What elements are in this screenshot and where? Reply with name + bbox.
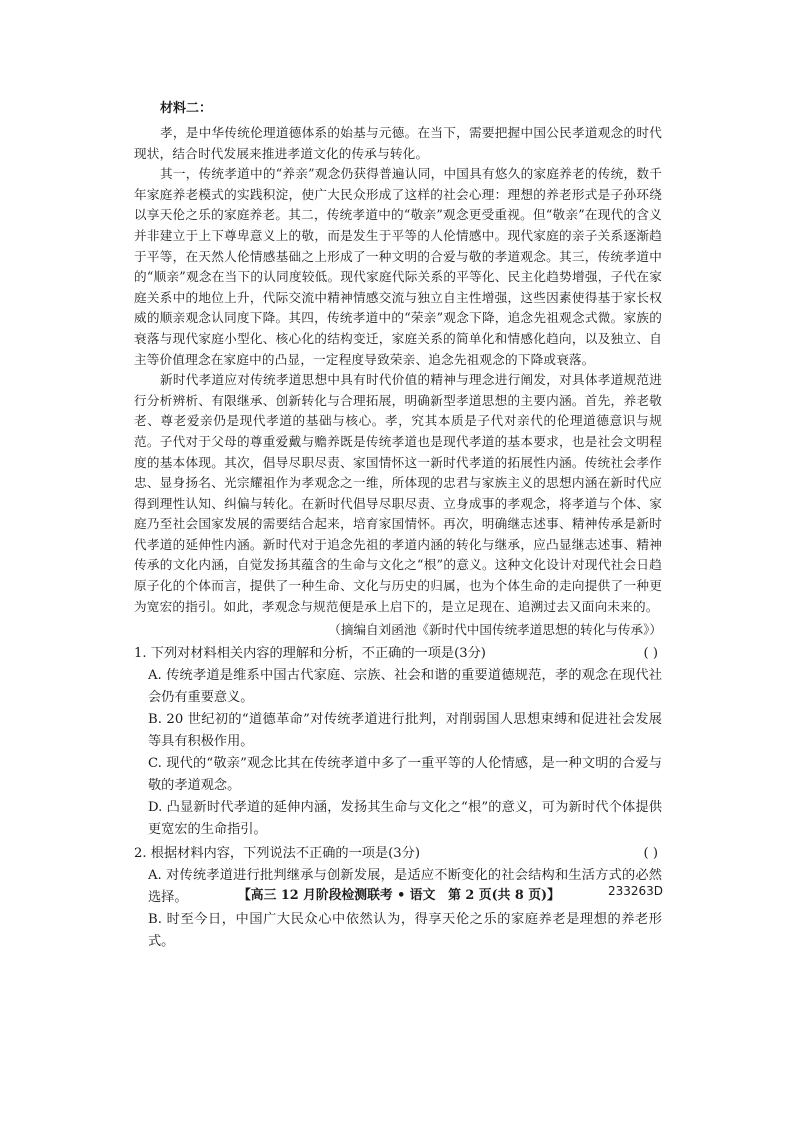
material-paragraph: 其一，传统孝道中的“养亲”观念仍获得普遍认同，中国具有悠久的家庭养老的传统，数千年家庭养老模式的实践积淀，使广大民众形成了这样的社会心理：理想的养老形式是子孙环绕以享天伦之乐的家庭养老。其二，传统孝道中的“敬亲”观念更受重视。但“敬亲”在现代的含义并非建立于上下尊卑意义上的敬，而是发生于平等的人伦情感中。现代家庭的亲子关系逐渐趋于平等，在天然人伦情感基础之上形成了一种文明的合爱与敬的孝道观念。其三，传统孝道中的“顺亲”观念在当下的认同度较低。现代家庭代际关系的平等化、民主化趋势增强，子代在家庭关系中的地位上升，代际交流中精神情感交流与独立自主性增强，这些因素使得基于家长权威的顺亲观念认同度下降。其四，传统孝道中的“荣亲”观念下降，追念先祖观念式微。家族的衰落与现代家庭小型化、核心化的结构变迁，家庭关系的简单化和情感化趋向，以及独立、自主等价值理念在家庭中的凸显，一定程度导致荣亲、追念先祖观念的下降或衰落。	[134, 166, 662, 367]
option-b: B. 时至今日，中国广大民众心中依然认为，得享天伦之乐的家庭养老是理想的养老形式。	[148, 912, 662, 950]
option-d: D. 凸显新时代孝道的延伸内涵，发扬其生命与文化之“根”的意义，可为新时代个体提供更宽宏的生命指引。	[148, 800, 662, 838]
page-footer	[238, 884, 664, 903]
material-paragraph: 新时代孝道应对传统孝道思想中具有时代价值的精神与理念进行阐发，对具体孝道规范进行分析辨析、有限继承、创新转化与合理拓展，明确新型孝道思想的主要内涵。首先，养老敬老、尊老爱亲仍是现代孝道的基础与核心。孝，究其本质是子代对亲代的伦理道德意识与规范。子代对于父母的尊重爱戴与赡养既是传统孝道也是现代孝道的基本要求，也是社会文明程度的基本体现。其次，倡导尽职尽责、家国情怀这一新时代孝道的拓展性内涵。传统社会孝作忠、显身扬名、光宗耀祖作为孝观念之一维，所体现的忠君与家族主义的思想内涵在新时代应得到理性认知、纠偏与转化。在新时代倡导尽职尽责、立身成事的孝观念，将孝道与个体、家庭乃至社会国家发展的需要结合起来，培育家国情怀。再次，明确继志述事、精神传承是新时代孝道的延伸性内涵。新时代对于追念先祖的孝道内涵的转化与继承，应凸显继志述事、精神传承的文化内涵，自觉发扬其蕴含的生命与文化之“根”的意义。这种文化设计对现代社会日趋原子化的个体而言，提供了一种生命、文化与历史的归属，也为个体生命的走向提供了一种更为宽宏的指引。如此，孝观念与规范便是承上启下的，是立足现在、追溯过去又面向未来的。	[134, 372, 662, 614]
page-content	[134, 98, 662, 953]
exam-code: 233263D	[608, 884, 664, 898]
option-b: B. 20 世纪初的“道德革命”对传统孝道进行批判，对削弱国人思想束缚和促进社会发展等具有积极作用。	[148, 712, 662, 750]
answer-blank: ( )	[643, 846, 658, 862]
question-stem: 2. 根据材料内容，下列说法不正确的一项是(3分)	[134, 846, 421, 862]
material-heading: 材料二：	[160, 101, 213, 116]
footer-label: 【高三 12 月阶段检测联考 • 语文 第 2 页(共 8 页)】	[238, 888, 560, 903]
option-a: A. 对传统孝道进行批判继承与创新发展，是适应不断变化的社会结构和生活方式的必然选择。	[148, 868, 662, 906]
question-stem: 1. 下列对材料相关内容的理解和分析，不正确的一项是(3分)	[134, 646, 486, 662]
option-a: A. 传统孝道是维系中国古代家庭、宗族、社会和谐的重要道德规范，孝的观念在现代社会仍有重要意义。	[148, 668, 662, 706]
option-c: C. 现代的“敬亲”观念比其在传统孝道中多了一重平等的人伦情感，是一种文明的合爱与敬的孝道观念。	[148, 756, 662, 794]
material-paragraph: 孝，是中华传统伦理道德体系的始基与元德。在当下，需要把握中国公民孝道观念的时代现状，结合时代发展来推进孝道文化的传承与转化。	[134, 125, 662, 161]
question-1	[134, 643, 662, 665]
answer-blank: ( )	[643, 646, 658, 662]
material-source: （摘编自刘函池《新时代中国传统孝道思想的转化与传承》）	[328, 622, 662, 638]
question-2	[134, 843, 662, 865]
